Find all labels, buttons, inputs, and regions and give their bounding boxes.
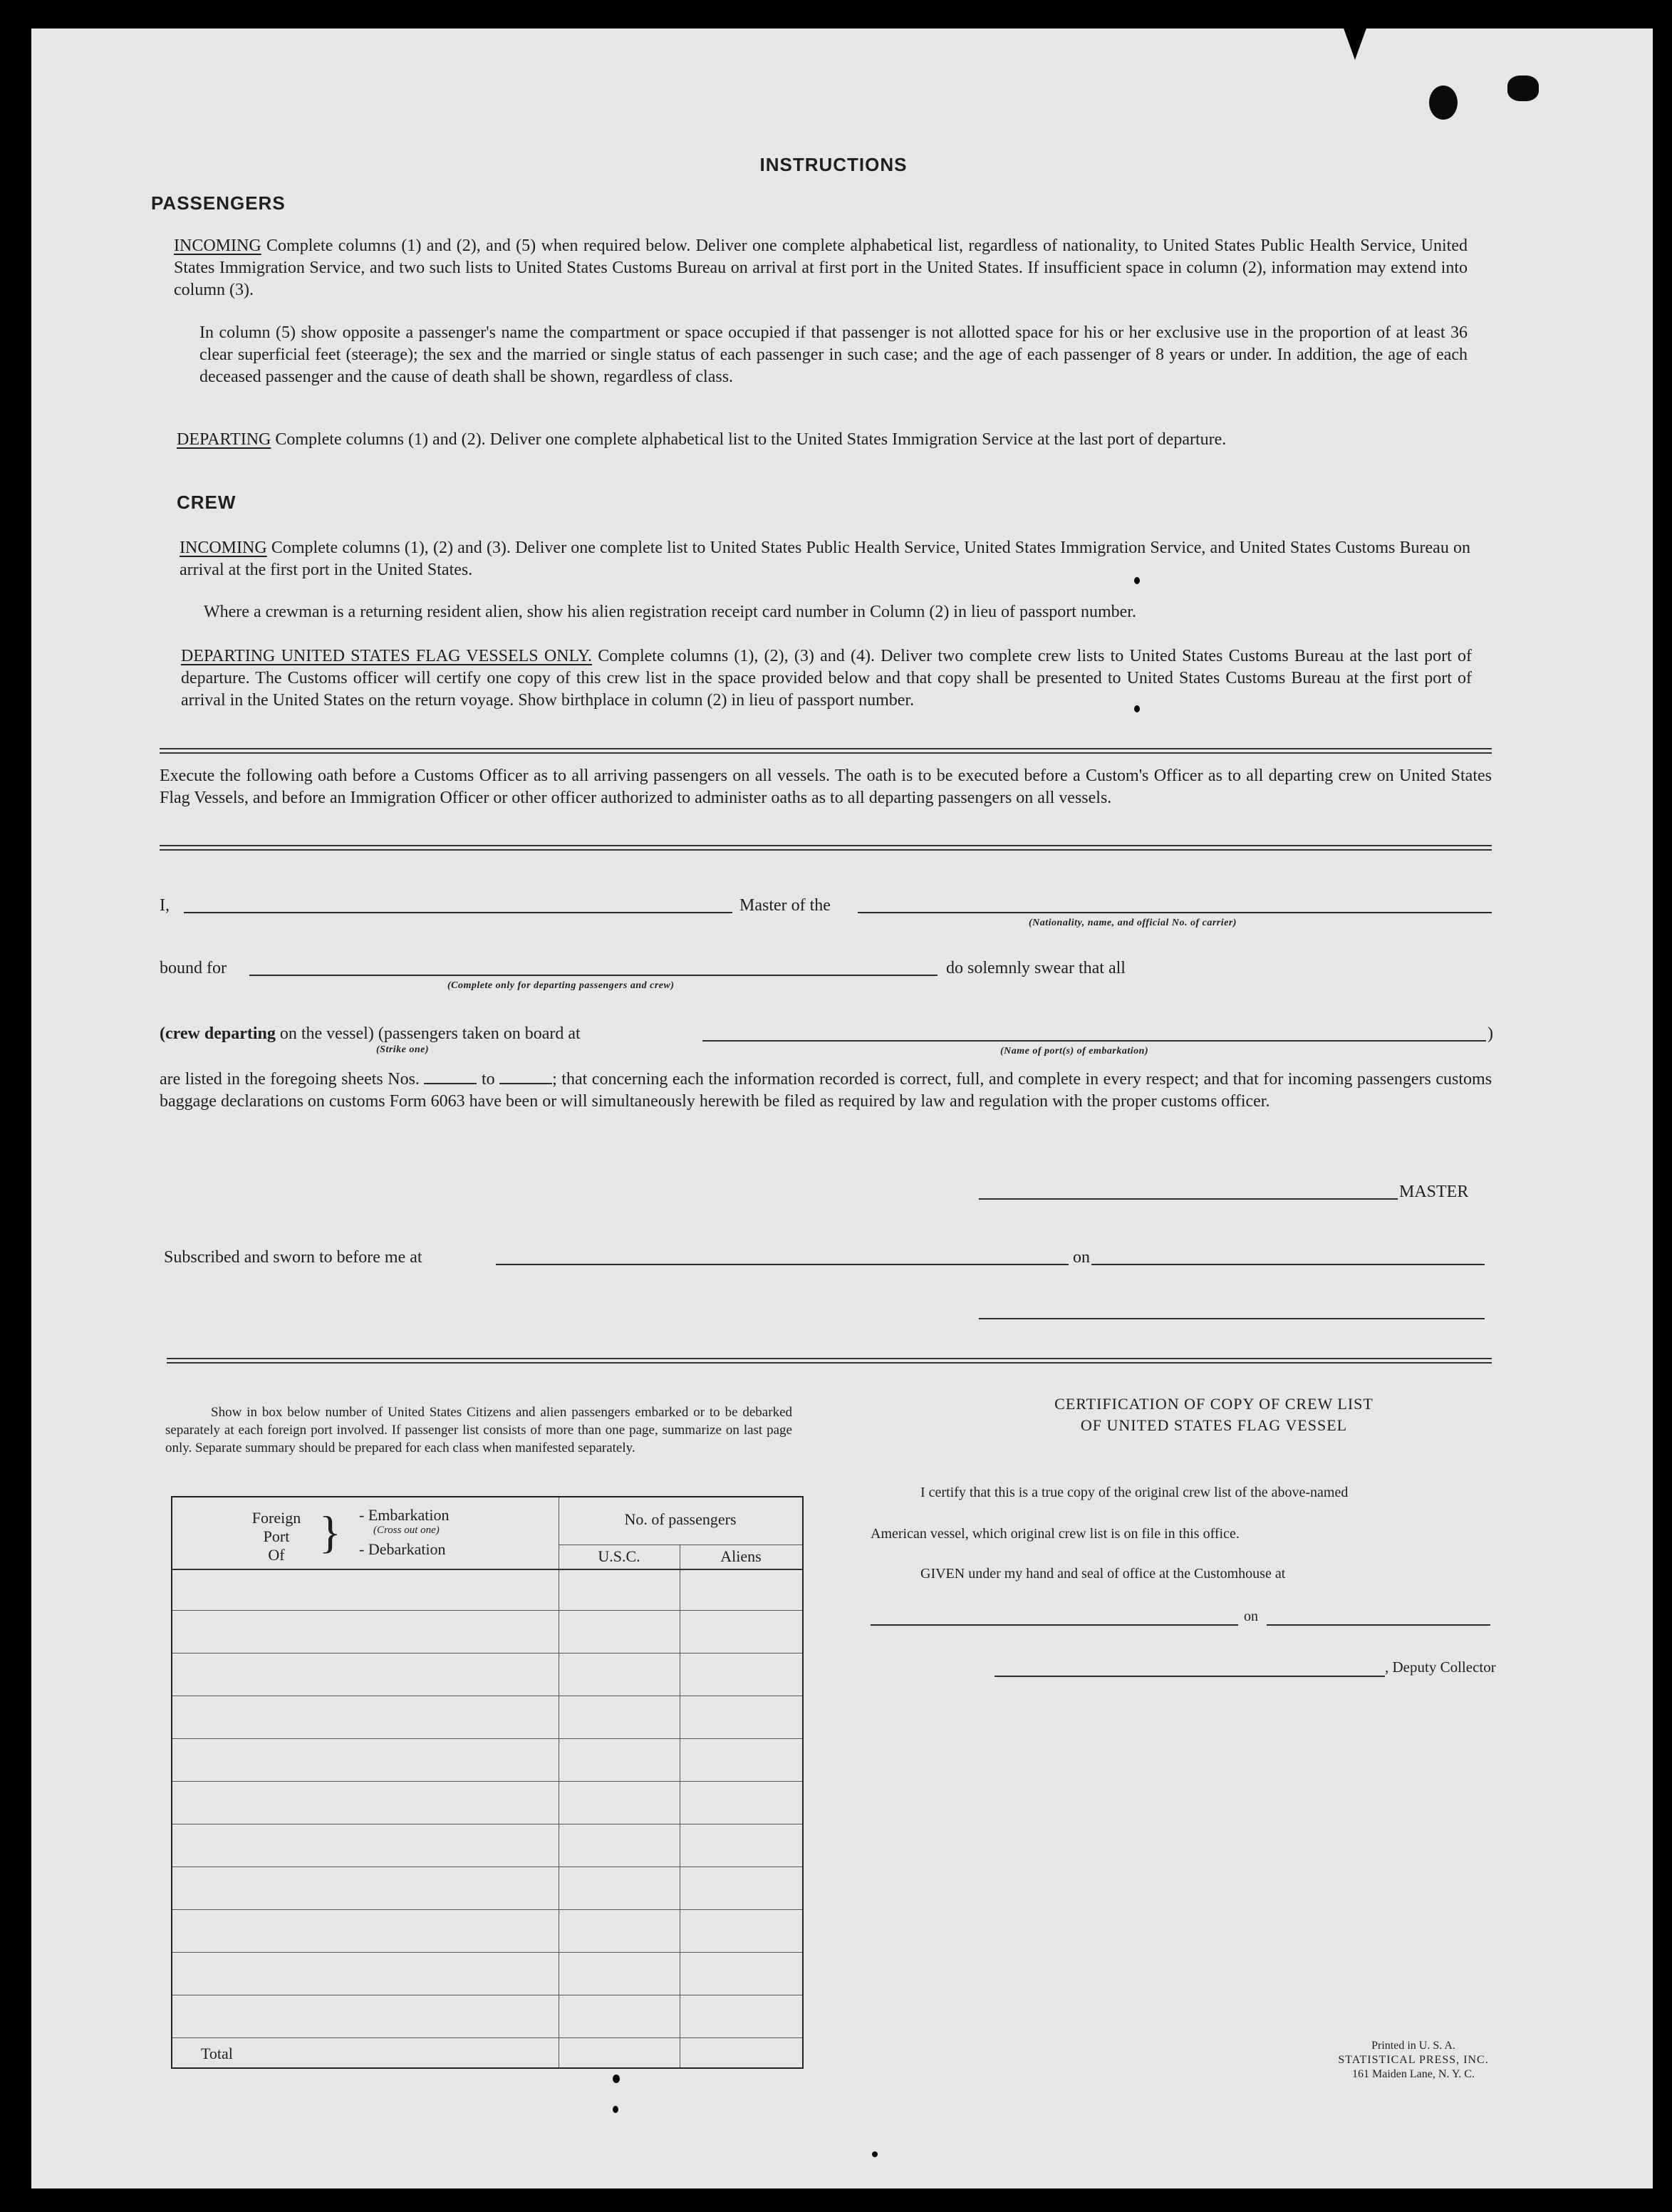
carrier-field[interactable] xyxy=(858,912,1492,913)
subscribed-place-field[interactable] xyxy=(496,1264,1069,1265)
page-title: INSTRUCTIONS xyxy=(759,154,908,175)
table-header-rule xyxy=(172,1569,802,1570)
sheet-to-field[interactable] xyxy=(499,1083,552,1084)
table-row xyxy=(172,1866,802,1867)
passengers-departing-section xyxy=(177,429,1468,451)
passengers-incoming-text: Complete columns (1) and (2), and (5) when required below. Deliver one complete alphabetical list, regardless of nationality, to United States Public Health Service, United States Immigration Service, and two such lists to United States Customs Bureau on arrival at first port in the United States. If insufficient space in column (2), information may extend into column (3). xyxy=(174,237,1468,299)
crew-incoming-section xyxy=(180,537,1470,581)
table-row xyxy=(172,1781,802,1782)
deputy-collector-label: , Deputy Collector xyxy=(1385,1658,1496,1676)
oath-intro: Execute the following oath before a Customs Officer as to all arriving passengers on all vessels. The oath is to be executed before a Custom's Officer as to all departing crew on United States Flag Vessels, and before an Immigration Officer or other officer authorized to administer oaths as to all departing passengers on all vessels. xyxy=(160,767,1492,807)
sheet-from-field[interactable] xyxy=(424,1083,477,1084)
brace-icon: } xyxy=(319,1507,341,1557)
subscribed-label: Subscribed and sworn to before me at xyxy=(164,1248,422,1267)
ink-blot xyxy=(1429,85,1458,120)
corner-notch xyxy=(1342,28,1368,60)
debarkation-option[interactable]: - Debarkation xyxy=(359,1540,446,1558)
crew-departing-label: (crew departing xyxy=(160,1024,276,1043)
customhouse-field[interactable] xyxy=(871,1624,1238,1626)
nationality-caption: (Nationality, name, and official No. of carrier) xyxy=(1029,918,1237,928)
crew-departing-label: DEPARTING UNITED STATES FLAG VESSELS ONLY. xyxy=(181,647,593,665)
double-rule xyxy=(167,1358,1492,1364)
table-row xyxy=(172,1952,802,1953)
certify-date-field[interactable] xyxy=(1267,1624,1490,1626)
sheets-statement xyxy=(160,1069,1492,1113)
table-row xyxy=(172,2037,802,2038)
double-rule xyxy=(160,748,1492,754)
speck xyxy=(613,2075,620,2083)
no-of-passengers-header: No. of passengers xyxy=(624,1510,737,1528)
double-rule xyxy=(160,845,1492,851)
listed-rest-text: ; that concerning each the information recorded is correct, full, and complete in every respect; and that for incoming passengers customs baggage declarations on customs Form 6063 have been or will simultaneously herewith be filed as required by law and regulation with the proper customs officer. xyxy=(160,1070,1492,1111)
speck xyxy=(1134,705,1140,712)
complete-only-caption: (Complete only for departing passengers and crew) xyxy=(447,980,675,991)
printer-imprint: Printed in U. S. A. STATISTICAL PRESS, INC. 161 Maiden Lane, N. Y. C. xyxy=(1338,2040,1489,2080)
passengers-incoming-label: INCOMING xyxy=(174,237,261,255)
summary-instructions: Show in box below number of United States Citizens and alien passengers embarked or to be debarked separately at each foreign port involved. If passenger list consists of more than one page, summarize on last page only. Separate summary should be prepared for each class when manifested separately. xyxy=(165,1405,792,1455)
officer-signature-field[interactable] xyxy=(979,1318,1485,1319)
subscribed-on-label: on xyxy=(1073,1248,1090,1267)
usc-column-header: U.S.C. xyxy=(598,1547,640,1565)
ink-blot xyxy=(1507,76,1539,101)
crew-alien-text: Where a crewman is a returning resident alien, show his alien registration receipt card number in Column (2) in lieu of passport number. xyxy=(204,603,1136,621)
certify-on-label: on xyxy=(1244,1609,1258,1624)
bound-for-label: bound for xyxy=(160,959,227,977)
deputy-collector-signature-field[interactable] xyxy=(995,1676,1385,1677)
table-row xyxy=(172,1909,802,1910)
table-divider xyxy=(559,1544,802,1545)
bound-for-field[interactable] xyxy=(249,975,938,976)
passengers-taken-label: (passengers taken on board at xyxy=(378,1024,581,1043)
speck xyxy=(613,2106,618,2113)
passengers-incoming-section xyxy=(174,235,1468,301)
foreign-port-of-label: Foreign Port Of xyxy=(251,1509,301,1564)
crew-passenger-strike xyxy=(160,1024,581,1044)
embarkation-ports-field[interactable] xyxy=(702,1040,1486,1042)
master-of-the-label: Master of the xyxy=(739,896,831,915)
total-label: Total xyxy=(201,2045,233,2062)
form-page xyxy=(31,28,1653,2188)
passenger-summary-table xyxy=(171,1496,804,2069)
master-signature-field[interactable] xyxy=(979,1198,1398,1200)
table-row xyxy=(172,1610,802,1611)
speck xyxy=(872,2151,878,2157)
certification-title: CERTIFICATION OF COPY OF CREW LIST OF UNITED STATES FLAG VESSEL xyxy=(1054,1395,1374,1434)
oath-i-label: I, xyxy=(160,896,170,915)
certify-line-2: American vessel, which original crew list is on file in this office. xyxy=(871,1526,1240,1542)
given-text: GIVEN under my hand and seal of office at the Customhouse at xyxy=(920,1566,1286,1582)
crew-incoming-text: Complete columns (1), (2) and (3). Deliver one complete list to United States Public Health Service, United States Immigration Service, and United States Customs Bureau on arrival at the first port in the United States. xyxy=(180,539,1471,579)
cross-out-caption: (Cross out one) xyxy=(373,1525,440,1536)
crew-departing-text: Complete columns (1), (2), (3) and (4). Deliver two complete crew lists to United States Customs Bureau at the last port of departure. The Customs officer will certify one copy of this crew list in the space provided below and that copy shall be presented to United States Customs Bureau at the first port of arrival in the United States on the return voyage. Show birthplace in column (2) in lieu of passport number. xyxy=(181,647,1473,710)
table-row xyxy=(172,1738,802,1739)
crew-heading: CREW xyxy=(177,492,237,513)
passengers-heading: PASSENGERS xyxy=(151,192,286,214)
speck xyxy=(1134,577,1140,584)
close-paren: ) xyxy=(1487,1024,1493,1043)
passengers-departing-label: DEPARTING xyxy=(177,430,271,449)
certify-line-1: I certify that this is a true copy of the original crew list of the above-named xyxy=(920,1485,1349,1500)
passengers-departing-text: Complete columns (1) and (2). Deliver one complete alphabetical list to the United States Immigration Service at the last port of departure. xyxy=(275,430,1227,449)
strike-one-caption: (Strike one) xyxy=(376,1044,430,1055)
master-signature-label: MASTER xyxy=(1399,1183,1469,1201)
aliens-column-header: Aliens xyxy=(720,1547,762,1565)
to-label: to xyxy=(481,1070,495,1089)
crew-departing-section xyxy=(181,645,1472,712)
on-the-vessel-label: on the vessel) xyxy=(279,1024,374,1043)
crew-incoming-label: INCOMING xyxy=(180,539,267,557)
ports-caption: (Name of port(s) of embarkation) xyxy=(1000,1046,1149,1056)
solemnly-swear-label: do solemnly swear that all xyxy=(946,959,1126,977)
listed-in-label: are listed in the foregoing sheets Nos. xyxy=(160,1070,420,1089)
master-name-field[interactable] xyxy=(184,912,732,913)
embarkation-option[interactable]: - Embarkation xyxy=(359,1506,450,1524)
subscribed-date-field[interactable] xyxy=(1091,1264,1485,1265)
passengers-column5-text: In column (5) show opposite a passenger's name the compartment or space occupied if that passenger is not allotted space for his or her exclusive use in the proportion of at least 36 clear superficial feet (steerage); the sex and the married or single status of each passenger in such case; and the age of each passenger of 8 years or under. In addition, the age of each deceased passenger and the cause of death shall be shown, regardless of class. xyxy=(199,323,1468,386)
